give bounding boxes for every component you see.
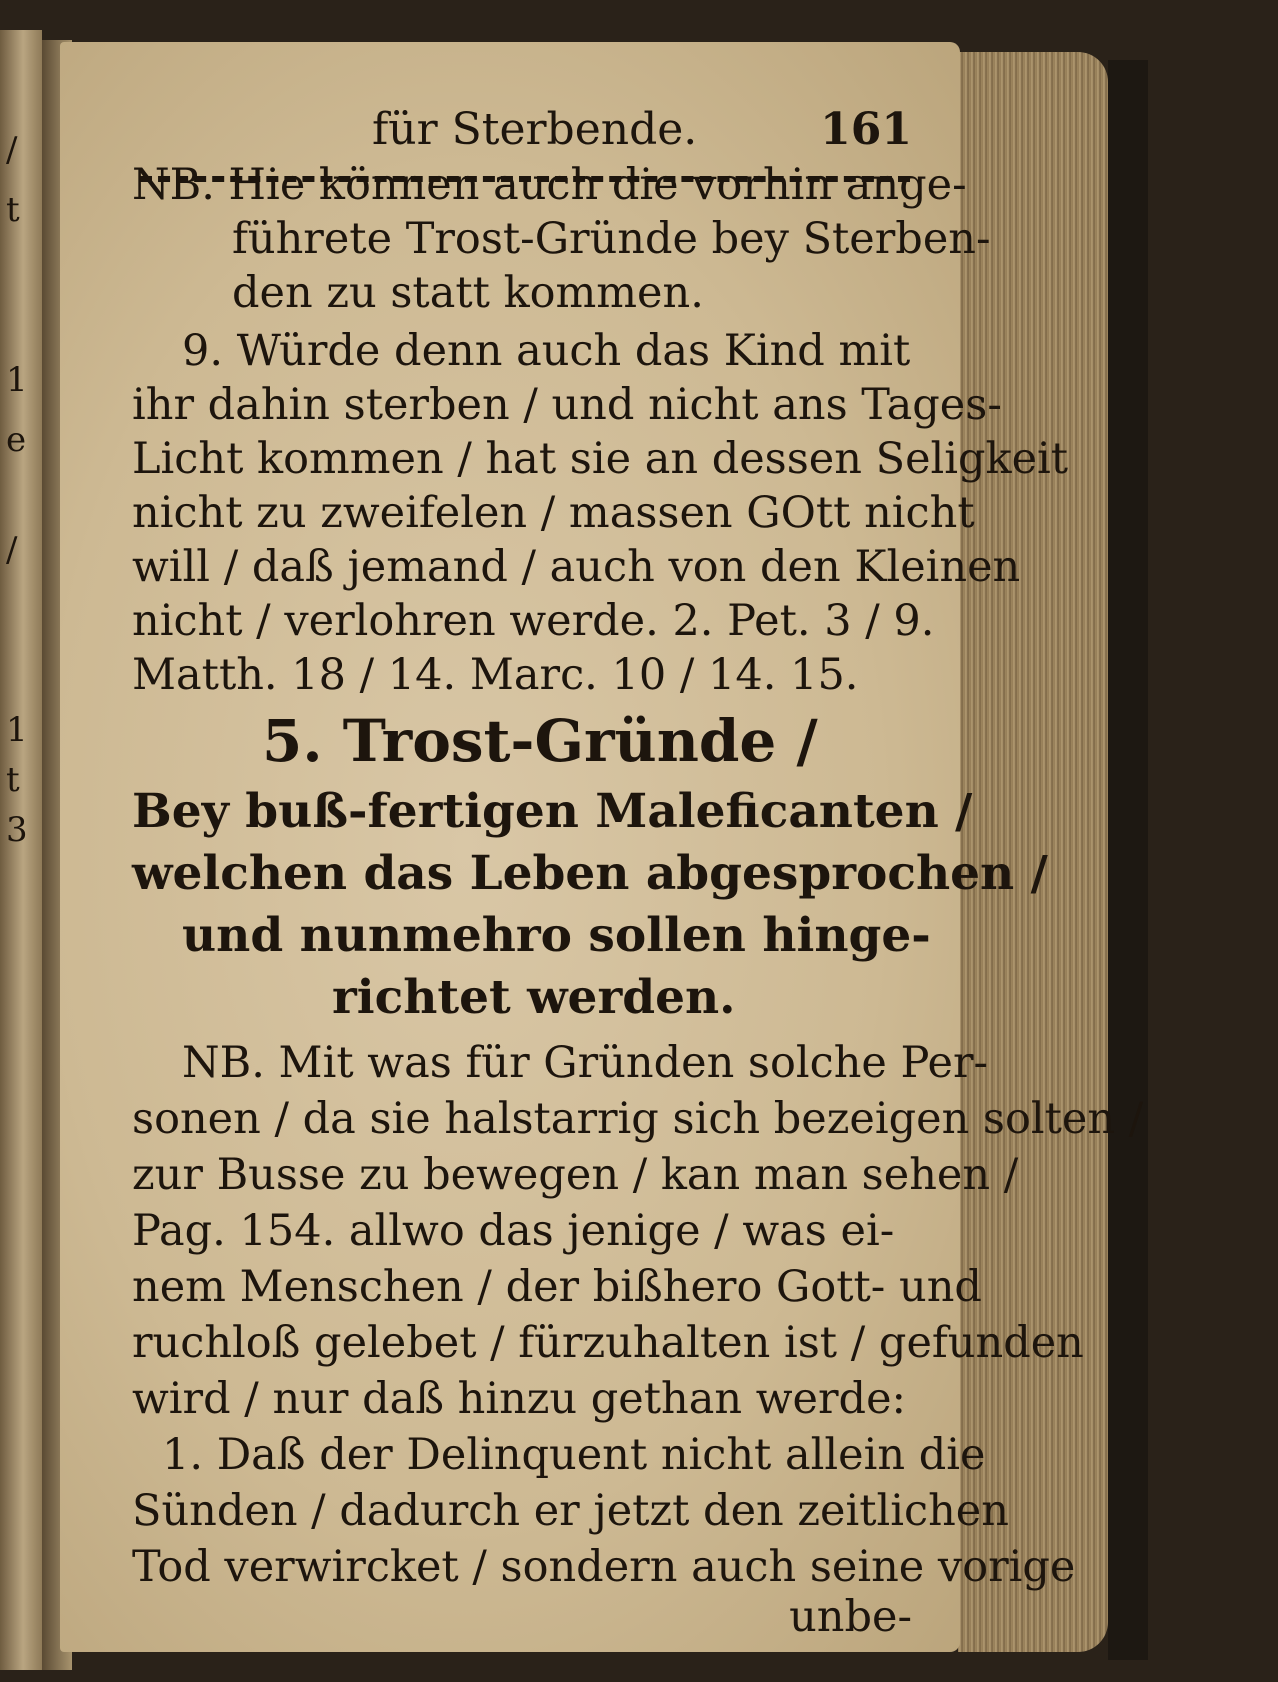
text-line: Sünden / dadurch er jetzt den zeitlichen <box>132 1486 1009 1536</box>
text-line: Tod verwircket / sondern auch seine vorige <box>132 1542 1076 1592</box>
left-page-fragment: t <box>6 760 20 800</box>
section-subtitle-line: richtet werden. <box>332 970 736 1025</box>
section-subtitle-line: welchen das Leben abgesprochen / <box>132 846 1048 901</box>
text-line: 1. Daß der Delinquent nicht allein die <box>162 1430 986 1480</box>
left-page-fragment: 1 <box>6 360 28 400</box>
section-subtitle-line: und nunmehro sollen hinge- <box>182 908 931 963</box>
text-line: Licht kommen / hat sie an dessen Seligkeit <box>132 434 1069 484</box>
text-line: ruchloß gelebet / fürzuhalten ist / gefunden <box>132 1318 1084 1368</box>
section-subtitle-line: Bey buß-fertigen Maleficanten / <box>132 784 973 839</box>
text-line: den zu statt kommen. <box>232 268 704 318</box>
catchword: unbe- <box>789 1592 912 1642</box>
book-cover-edge <box>1108 60 1148 1660</box>
left-page-fragment: t <box>6 190 20 230</box>
left-page-fragment: 3 <box>6 810 28 850</box>
text-line: führete Trost-Gründe bey Sterben- <box>232 214 991 264</box>
left-page-fragment: / <box>6 530 18 570</box>
text-line: nem Menschen / der bißhero Gott- und <box>132 1262 982 1312</box>
left-page-fragment: e <box>6 420 27 460</box>
text-line: zur Busse zu bewegen / kan man sehen / <box>132 1150 1019 1200</box>
book-page <box>60 42 1144 1652</box>
text-line: sonen / da sie halstarrig sich bezeigen solten / <box>132 1094 1144 1144</box>
page-text <box>132 42 1144 1642</box>
text-line: NB. Hie können auch die vorhin ange- <box>132 160 967 210</box>
left-page-fragment: 1 <box>6 710 28 750</box>
running-title: für Sterbende. <box>372 104 698 155</box>
previous-page-edge <box>0 30 42 1670</box>
left-page-fragment: / <box>6 130 18 170</box>
text-line: nicht zu zweifelen / massen GOtt nicht <box>132 488 975 538</box>
text-line: NB. Mit was für Gründen solche Per- <box>182 1038 989 1088</box>
page-number: 161 <box>820 104 912 155</box>
text-line: will / daß jemand / auch von den Kleinen <box>132 542 1021 592</box>
text-line: Pag. 154. allwo das jenige / was ei- <box>132 1206 895 1256</box>
section-title: 5. Trost-Gründe / <box>262 707 818 775</box>
text-line: Matth. 18 / 14. Marc. 10 / 14. 15. <box>132 650 859 700</box>
text-line: ihr dahin sterben / und nicht ans Tages- <box>132 380 1002 430</box>
text-line: 9. Würde denn auch das Kind mit <box>182 326 911 376</box>
text-line: nicht / verlohren werde. 2. Pet. 3 / 9. <box>132 596 935 646</box>
text-line: wird / nur daß hinzu gethan werde: <box>132 1374 906 1424</box>
